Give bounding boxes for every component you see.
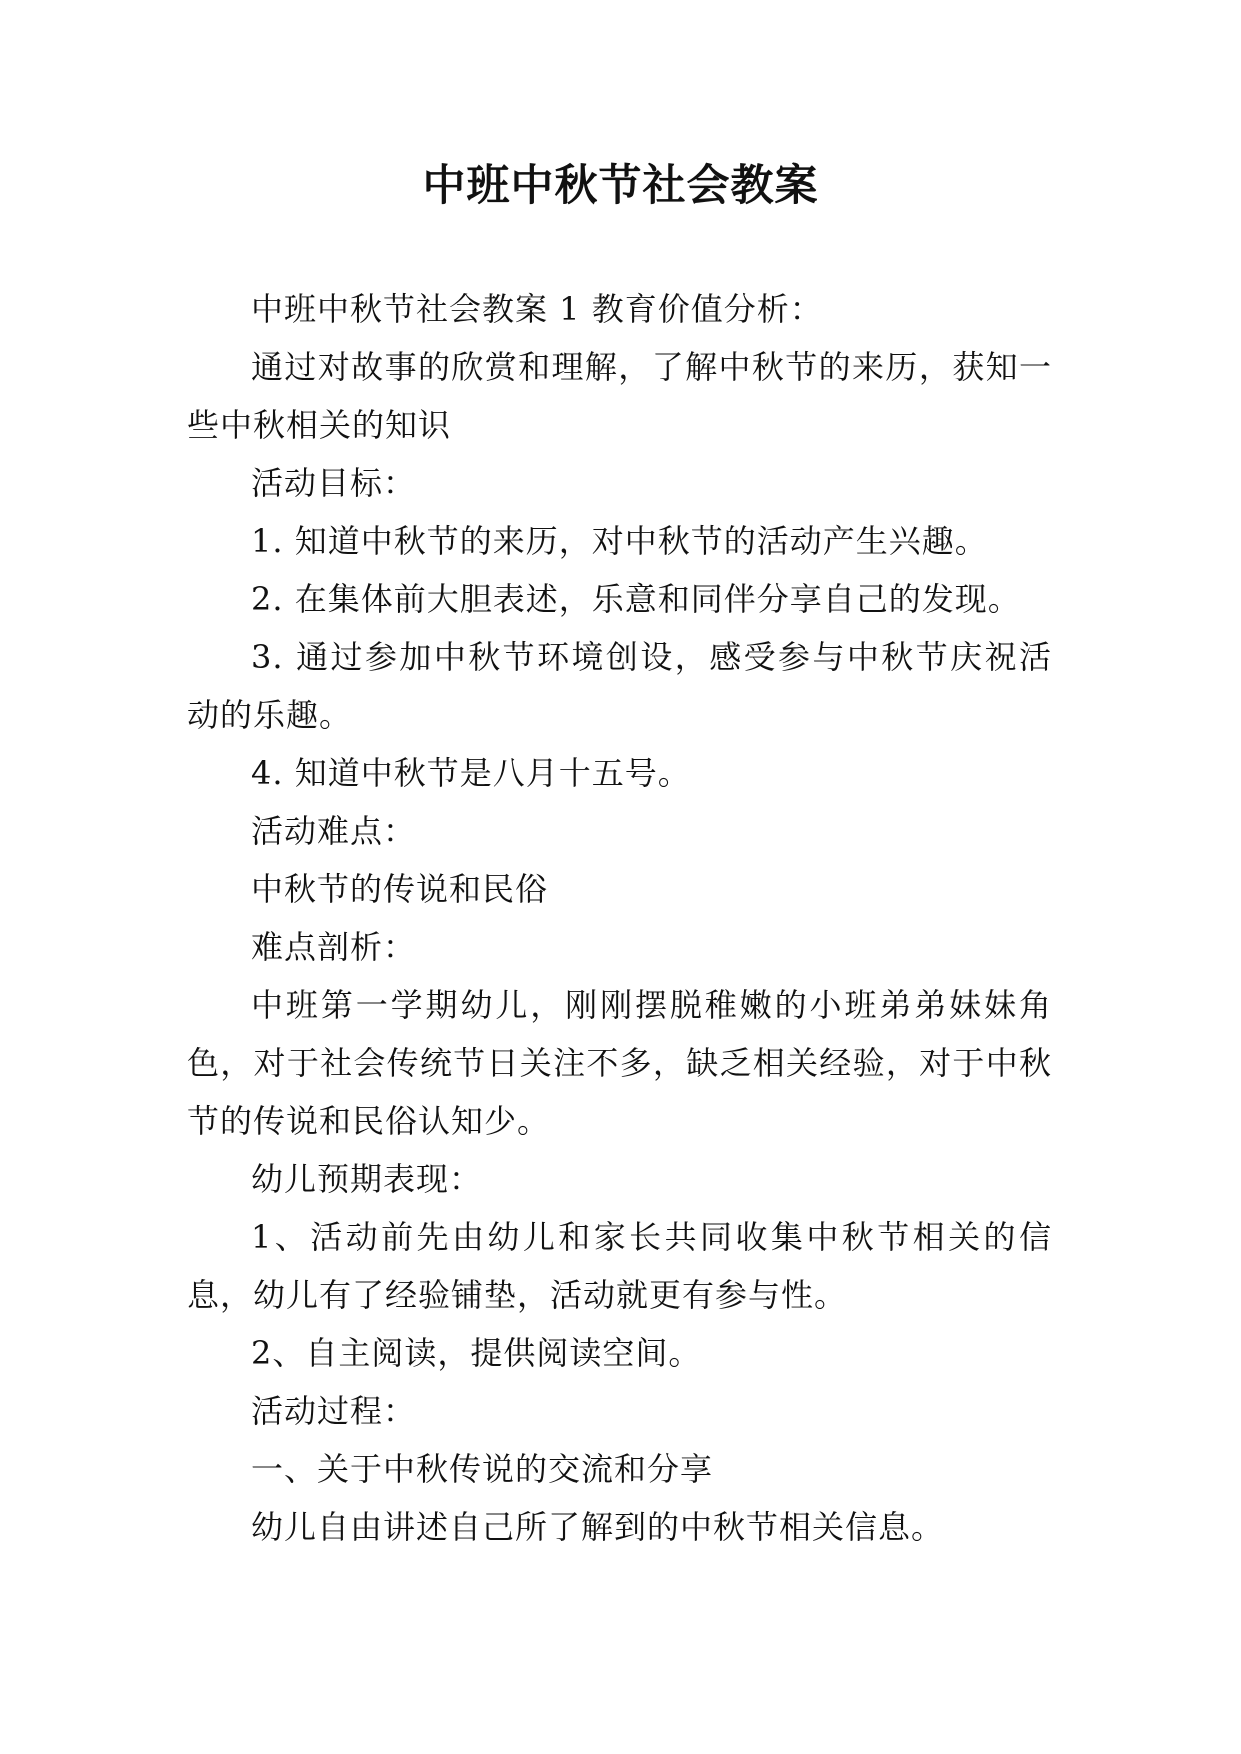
document-title: 中班中秋节社会教案 — [422, 161, 819, 211]
heading-activity-goals: 活动目标： — [251, 464, 417, 502]
heading-expected-performance: 幼儿预期表现： — [251, 1160, 483, 1198]
goal-item-2: 2. 在集体前大胆表述，乐意和同伴分享自己的发现。 — [251, 580, 1021, 618]
paragraph-intro: 中班中秋节社会教案 1 教育价值分析： — [251, 290, 823, 328]
process-step-1: 一、关于中秋传说的交流和分享 — [251, 1450, 714, 1488]
heading-activity-process: 活动过程： — [251, 1392, 417, 1430]
goal-item-4: 4. 知道中秋节是八月十五号。 — [251, 754, 691, 792]
paragraph-value-analysis: 通过对故事的欣赏和理解，了解中秋节的来历，获知一些中秋相关的知识 — [187, 348, 1052, 444]
heading-difficulty-analysis: 难点剖析： — [251, 928, 417, 966]
goal-item-3: 3. 通过参加中秋节环境创设，感受参与中秋节庆祝活动的乐趣。 — [187, 638, 1052, 734]
goal-item-1: 1. 知道中秋节的来历，对中秋节的活动产生兴趣。 — [251, 522, 988, 560]
heading-activity-difficulty: 活动难点： — [251, 812, 417, 850]
expected-item-2: 2、自主阅读，提供阅读空间。 — [251, 1334, 702, 1372]
paragraph-difficulty-analysis: 中班第一学期幼儿，刚刚摆脱稚嫩的小班弟弟妹妹角色，对于社会传统节日关注不多，缺乏相关经验，对于中秋节的传说和民俗认知少。 — [187, 986, 1052, 1140]
paragraph-process-detail: 幼儿自由讲述自己所了解到的中秋节相关信息。 — [251, 1508, 945, 1546]
document-body — [187, 280, 1052, 1556]
expected-item-1: 1、活动前先由幼儿和家长共同收集中秋节相关的信息，幼儿有了经验铺垫，活动就更有参与性。 — [187, 1218, 1052, 1314]
paragraph-difficulty: 中秋节的传说和民俗 — [251, 870, 549, 908]
